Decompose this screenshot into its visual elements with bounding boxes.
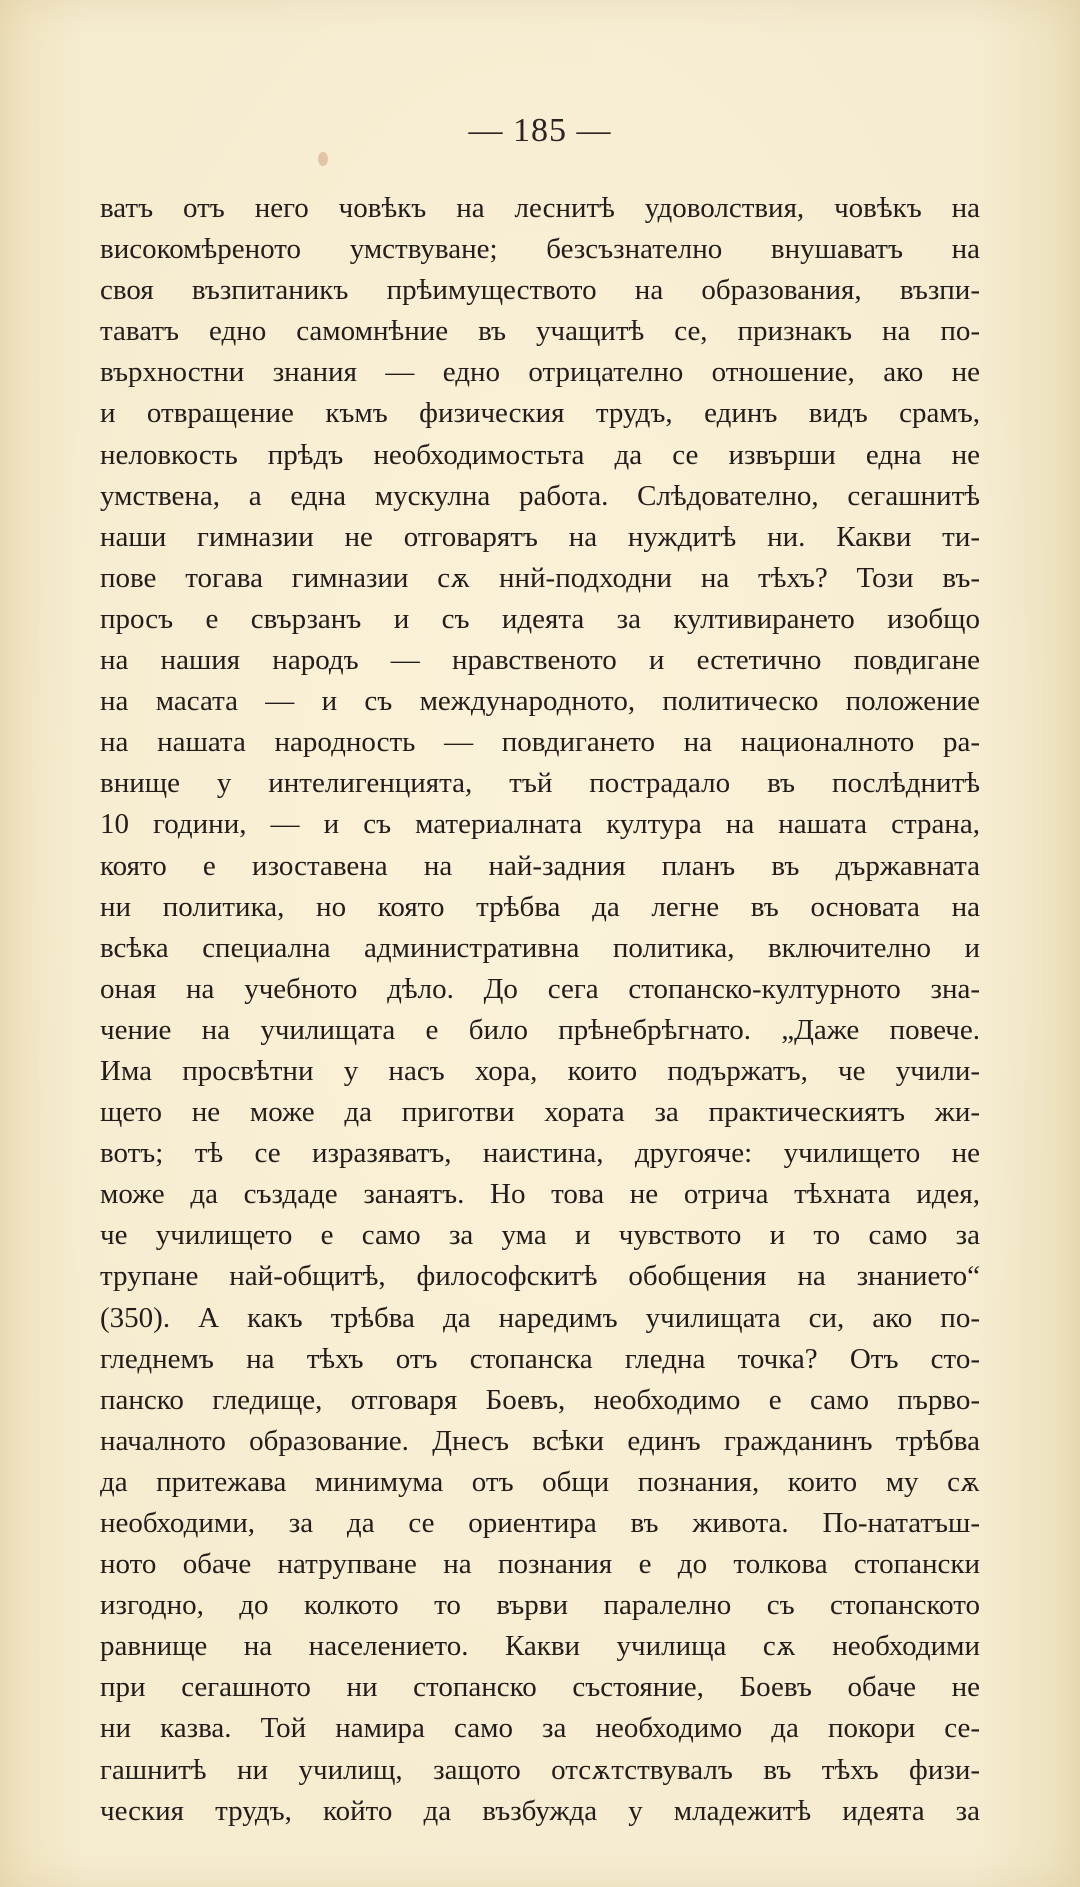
- text-line: чение на училищата е било прѣнебрѣгнато. „Даже повече.: [100, 1013, 980, 1046]
- text-line: всѣка специална административна политика, включително и: [100, 931, 980, 964]
- text-line: ното обаче натрупване на познания е до толкова стопански: [100, 1548, 980, 1581]
- text-line: ни казва. Той намира само за необходимо да покори се-: [100, 1712, 980, 1745]
- text-line: на нашия народъ — нравственото и естетично повдигане: [100, 644, 980, 677]
- text-line: ватъ отъ него човѣкъ на леснитѣ удоволствия, човѣкъ на: [100, 192, 980, 224]
- text-line: необходими, за да се ориентира въ живота. По-нататъш-: [100, 1507, 980, 1539]
- text-line: която е изоставена на най-задния планъ въ държавната: [100, 849, 980, 882]
- text-line: таватъ едно самомнѣние въ учащитѣ се, признакъ на по-: [100, 315, 980, 348]
- text-line: трупане най-общитѣ, философскитѣ обобщения на знанието“: [100, 1260, 980, 1293]
- text-line: (350). А какъ трѣбва да наредимъ училищата си, ако по-: [100, 1301, 980, 1334]
- text-line: на масата — и съ международното, политическо положение: [100, 685, 980, 718]
- text-line: и отвращение къмъ физическия трудъ, единъ видъ срамъ,: [100, 397, 980, 430]
- text-line: гледнемъ на тѣхъ отъ стопанска гледна точка? Отъ сто-: [100, 1342, 980, 1375]
- text-line: да притежава минимума отъ общи познания, които му сѫ: [100, 1465, 980, 1498]
- text-line: равнище на населението. Какви училища сѫ необходими: [100, 1630, 980, 1663]
- ink-stain: [318, 152, 328, 166]
- text-line: ни политика, но която трѣбва да легне въ основата на: [100, 890, 980, 923]
- text-line: просъ е свързанъ и съ идеята за култивирането изобщо: [100, 602, 980, 635]
- text-line: Има просвѣтни у насъ хора, които подържатъ, че учили-: [100, 1054, 980, 1087]
- text-line: на нашата народность — повдигането на националното ра-: [100, 726, 980, 759]
- text-line: щето не може да приготви хората за практическиятъ жи-: [100, 1096, 980, 1129]
- text-line: неловкость прѣдъ необходимостьта да се извърши една не: [100, 438, 980, 471]
- text-line: при сегашното ни стопанско състояние, Боевъ обаче не: [100, 1671, 980, 1704]
- text-line: може да създаде занаятъ. Но това не отрича тѣхната идея,: [100, 1178, 980, 1211]
- body-text: [100, 188, 980, 1832]
- text-line: 10 години, — и съ материалната култура на нашата страна,: [100, 808, 980, 841]
- text-line: панско гледище, отговаря Боевъ, необходимо е само първо-: [100, 1383, 980, 1416]
- text-line: върхностни знания — едно отрицателно отношение, ако не: [100, 356, 980, 389]
- text-line: оная на учебното дѣло. До сега стопанско-културното зна-: [100, 972, 980, 1005]
- text-line: внище у интелигенцията, тъй пострадало въ послѣднитѣ: [100, 767, 980, 800]
- text-line: високомѣреното умствуване; безсъзнателно внушаватъ на: [100, 233, 980, 266]
- text-line: ческия трудъ, който да възбужда у младежитѣ идеята за: [100, 1794, 980, 1827]
- text-line: своя възпитаникъ прѣимуществото на образования, възпи-: [100, 274, 980, 307]
- text-line: че училището е само за ума и чувството и то само за: [100, 1219, 980, 1252]
- text-line: наши гимназии не отговарятъ на нуждитѣ ни. Какви ти-: [100, 520, 980, 553]
- text-line: началното образование. Днесъ всѣки единъ гражданинъ трѣбва: [100, 1424, 980, 1457]
- text-line: изгодно, до колкото то върви паралелно съ стопанското: [100, 1589, 980, 1622]
- text-line: умствена, а една мускулна работа. Слѣдователно, сегашнитѣ: [100, 479, 980, 512]
- page-number: — 185 —: [468, 112, 612, 149]
- text-line: гашнитѣ ни училищ, защото отсѫтствувалъ въ тѣхъ физи-: [100, 1753, 980, 1786]
- text-line: вотъ; тѣ се изразяватъ, наистина, другояче: училището не: [100, 1137, 980, 1170]
- text-line: пове тогава гимназии сѫ ннй-подходни на тѣхъ? Този въ-: [100, 561, 980, 594]
